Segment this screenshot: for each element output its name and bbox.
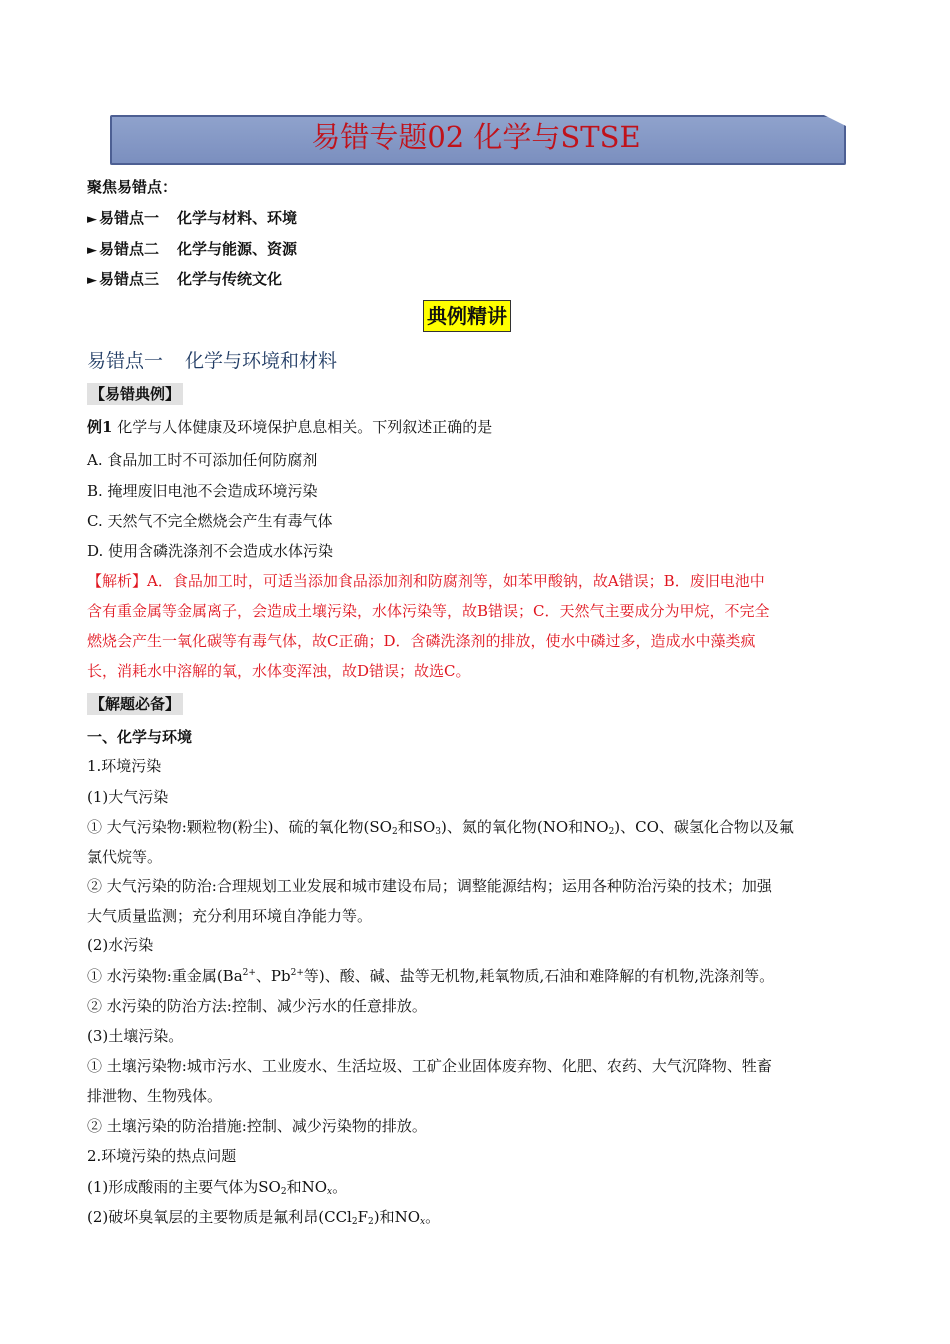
knowledge-heading: 一、化学与环境 [87, 728, 193, 746]
focus-item-2: ► 易错点二 化学与能源、资源 [87, 240, 298, 258]
analysis-line: 长，消耗水中溶解的氧，水体变浑浊，故D错误；故选C。 [87, 662, 471, 680]
focus-heading: 聚焦易错点： [87, 178, 178, 196]
analysis-line: 【解析】A．食品加工时，可适当添加食品添加剂和防腐剂等，如苯甲酸钠，故A错误；B．废旧电池中 [87, 572, 765, 590]
knowledge-line: (1)形成酸雨的主要气体为$SO_2$和$NO_x$。 [87, 1178, 348, 1197]
knowledge-line: (3)土壤污染。 [87, 1027, 184, 1045]
option-a: A. 食品加工时不可添加任何防腐剂 [87, 451, 318, 469]
page-title: 易错专题02 化学与STSE [311, 120, 641, 154]
option-b: B. 掩埋废旧电池不会造成环境污染 [87, 482, 318, 500]
knowledge-line: ① 土壤污染物:城市污水、工业废水、生活垃圾、工矿企业固体废弃物、化肥、农药、大气沉降物、牲畜 [87, 1057, 772, 1075]
analysis-tag: 【解析】 [87, 572, 148, 590]
knowledge-line: 氯代烷等。 [87, 848, 163, 866]
knowledge-line: 排泄物、生物残体。 [87, 1087, 223, 1105]
section-banner: 典例精讲 [423, 300, 511, 332]
triangle-icon: ► [87, 243, 97, 258]
section-heading: 易错点一 化学与环境和材料 [87, 350, 338, 372]
knowledge-line: ② 土壤污染的防治措施:控制、减少污染物的排放。 [87, 1117, 427, 1135]
focus-item-1: ► 易错点一 化学与材料、环境 [87, 209, 298, 227]
knowledge-line: 大气质量监测；充分利用环境自净能力等。 [87, 907, 373, 925]
knowledge-line: ① 大气污染物:颗粒物(粉尘)、硫的氧化物($SO_2$和$SO_3$)、氮的氧化物(NO和$NO_2$)、CO、碳氢化合物以及氟 [87, 818, 794, 837]
knowledge-line: ② 水污染的防治方法:控制、减少污水的任意排放。 [87, 997, 427, 1015]
triangle-icon: ► [87, 212, 97, 227]
focus-item-3: ► 易错点三 化学与传统文化 [87, 270, 283, 288]
option-c: C. 天然气不完全燃烧会产生有毒气体 [87, 512, 333, 530]
knowledge-line: ② 大气污染的防治:合理规划工业发展和城市建设布局；调整能源结构；运用各种防治污染的技术；加强 [87, 877, 772, 895]
knowledge-tag: 【解题必备】 [87, 693, 183, 715]
analysis-block [87, 566, 867, 686]
knowledge-line: 1.环境污染 [87, 757, 162, 775]
analysis-line: 燃烧会产生一氧化碳等有毒气体，故C正确；D．含磷洗涤剂的排放，使水中磷过多，造成水中藻类疯 [87, 632, 756, 650]
analysis-line: 含有重金属等金属离子，会造成土壤污染，水体污染等，故B错误；C．天然气主要成分为甲烷，不完全 [87, 602, 770, 620]
knowledge-line: (2)破坏臭氧层的主要物质是氟利昂$(CCl_2F_2)$和$NO_x$。 [87, 1208, 441, 1227]
triangle-icon: ► [87, 273, 97, 288]
option-d: D. 使用含磷洗涤剂不会造成水体污染 [87, 542, 334, 560]
example-question: 例1 化学与人体健康及环境保护息息相关。下列叙述正确的是 [87, 418, 493, 436]
knowledge-line: (2)水污染 [87, 936, 154, 954]
example-tag: 【易错典例】 [87, 383, 183, 405]
knowledge-line: ① 水污染物:重金属($Ba^{2+}$、$Pb^{2+}$等)、酸、碱、盐等无机物,耗氧物质,石油和难降解的有机物,洗涤剂等。 [87, 967, 775, 985]
knowledge-line: 2.环境污染的热点问题 [87, 1147, 237, 1165]
knowledge-line: (1)大气污染 [87, 788, 169, 806]
